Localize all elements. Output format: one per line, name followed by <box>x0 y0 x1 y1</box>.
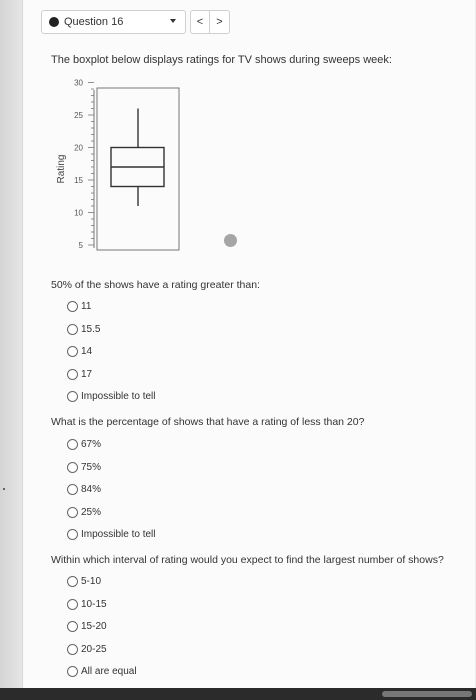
answer-option-label: 25% <box>81 506 102 518</box>
radio-button[interactable] <box>67 666 78 677</box>
edge-mark <box>3 488 5 490</box>
answer-option[interactable] <box>67 344 92 358</box>
question-stem: The boxplot below displays ratings for TV shows during sweeps week: <box>51 54 392 66</box>
radio-button[interactable] <box>67 462 78 473</box>
radio-button[interactable] <box>67 644 78 655</box>
answer-option[interactable] <box>67 437 101 451</box>
answer-option-label: All are equal <box>81 665 137 677</box>
radio-button[interactable] <box>67 621 78 632</box>
previous-question-button[interactable]: < <box>190 10 210 34</box>
answer-option[interactable] <box>67 664 137 678</box>
next-question-button[interactable]: > <box>210 10 230 34</box>
radio-button[interactable] <box>67 369 78 380</box>
answer-option[interactable] <box>67 460 101 474</box>
answer-option-label: 17 <box>81 368 93 380</box>
answer-option[interactable] <box>67 597 107 611</box>
radio-button[interactable] <box>67 439 78 450</box>
radio-button[interactable] <box>67 529 78 540</box>
radio-button[interactable] <box>67 576 78 587</box>
answer-option[interactable] <box>67 619 107 633</box>
radio-button[interactable] <box>67 599 78 610</box>
answer-option-label: 67% <box>81 438 102 450</box>
answer-option-label: 11 <box>81 300 92 312</box>
scroll-handle[interactable] <box>382 691 472 697</box>
question-text-2: What is the percentage of shows that have a rating of less than 20? <box>51 416 365 428</box>
radio-button[interactable] <box>67 301 78 312</box>
answer-option-label: 20-25 <box>81 643 107 655</box>
radio-button[interactable] <box>67 391 78 402</box>
question-status-dot-icon <box>49 17 59 27</box>
status-indicator <box>224 234 237 247</box>
answer-option[interactable] <box>67 505 101 519</box>
answer-option-label: Impossible to tell <box>81 390 156 402</box>
answer-option-label: 15-20 <box>81 620 107 632</box>
question-text-3: Within which interval of rating would you expect to find the largest number of shows? <box>51 554 444 566</box>
answer-option-label: 5-10 <box>81 575 102 587</box>
answer-option[interactable] <box>67 389 155 403</box>
y-tick-label: 25 <box>74 111 83 120</box>
radio-button[interactable] <box>67 484 78 495</box>
answer-option-label: 75% <box>81 461 102 473</box>
answer-option-label: 84% <box>81 483 102 495</box>
answer-option[interactable] <box>67 322 100 336</box>
y-axis-label: Rating <box>56 154 67 184</box>
y-tick-label: 15 <box>74 176 83 185</box>
answer-option[interactable] <box>67 482 101 496</box>
answer-option-label: 14 <box>81 345 93 357</box>
y-tick-label: 5 <box>78 241 83 250</box>
boxplot-chart <box>50 78 190 254</box>
question-selector[interactable] <box>41 10 186 34</box>
question-selector-label: Question 16 <box>64 16 124 28</box>
answer-option[interactable] <box>67 642 107 656</box>
radio-button[interactable] <box>67 507 78 518</box>
answer-option[interactable] <box>67 527 155 541</box>
chevron-down-icon <box>170 19 176 23</box>
answer-option[interactable] <box>67 299 91 313</box>
window-edge <box>0 0 22 700</box>
answer-option[interactable] <box>67 574 101 588</box>
radio-button[interactable] <box>67 324 78 335</box>
answer-option[interactable] <box>67 367 92 381</box>
question-text-1: 50% of the shows have a rating greater than: <box>51 279 260 291</box>
bottom-bar <box>0 688 476 700</box>
y-tick-label: 30 <box>74 78 83 88</box>
answer-option-label: 15.5 <box>81 323 101 335</box>
y-tick-label: 10 <box>74 208 83 218</box>
y-tick-label: 20 <box>74 143 83 153</box>
radio-button[interactable] <box>67 346 78 357</box>
answer-option-label: Impossible to tell <box>81 528 156 540</box>
answer-option-label: 10-15 <box>81 598 107 610</box>
